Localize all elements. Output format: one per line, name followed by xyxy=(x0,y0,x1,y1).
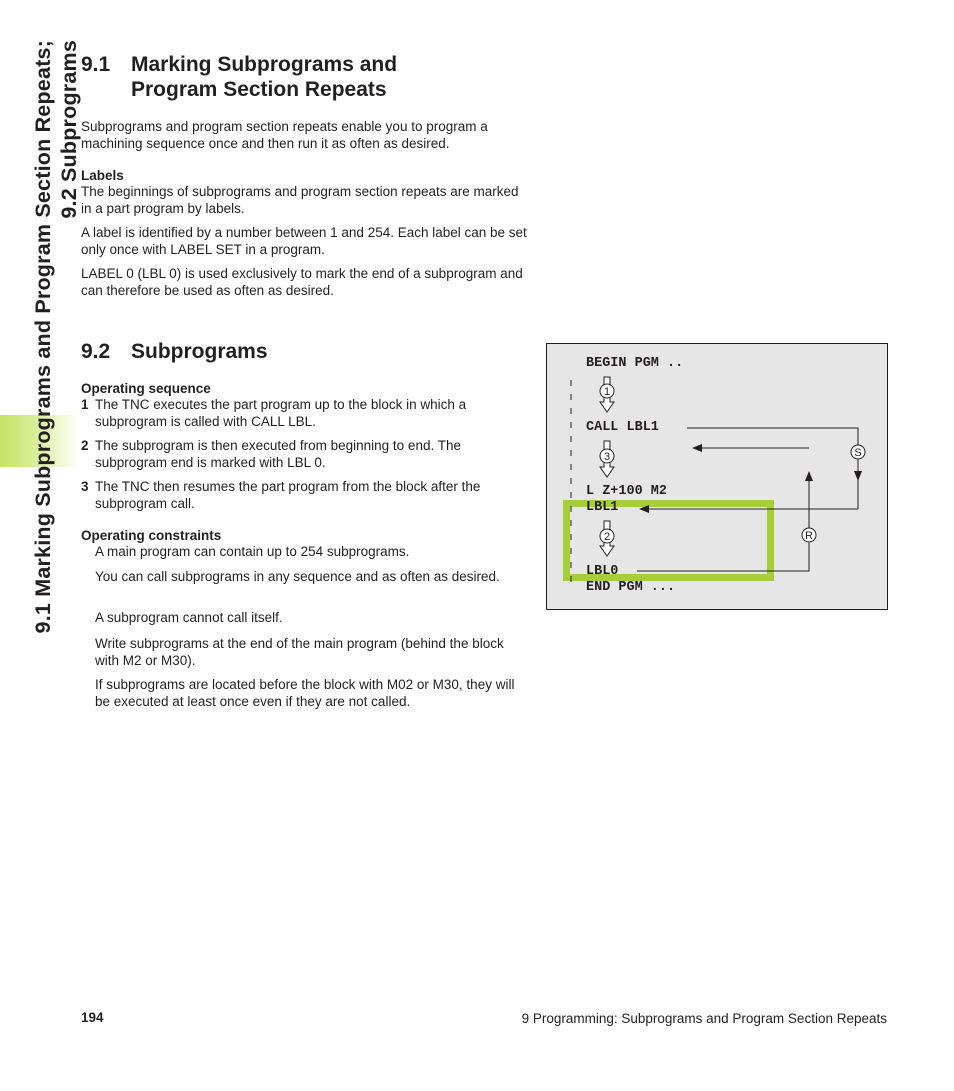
step-number: 1 xyxy=(81,397,89,412)
arrowhead-icon xyxy=(805,471,813,481)
sequence-step xyxy=(81,479,531,512)
section-title: Subprograms xyxy=(131,340,268,363)
labels-paragraph-3: LABEL 0 (LBL 0) is used exclusively to mark the end of a subprogram and can therefore be used as often as desired. xyxy=(81,266,523,298)
step-text: The subprogram is then executed from beginning to end. The subprogram end is marked with LBL 0. xyxy=(95,438,461,470)
footer-chapter-title: 9 Programming: Subprograms and Program Section Repeats xyxy=(521,1011,887,1026)
step-number: 2 xyxy=(81,438,89,453)
labels-paragraph-1: The beginnings of subprograms and program section repeats are marked in a part program by labels. xyxy=(81,184,519,216)
labels-paragraph-2: A label is identified by a number between 1 and 254. Each label can be set only once with LABEL SET in a program. xyxy=(81,225,527,257)
step-circle-1-label: 1 xyxy=(603,386,611,398)
labels-heading: Labels xyxy=(81,168,124,183)
marker-r-label: R xyxy=(805,530,813,542)
section-number: 9.1 xyxy=(81,53,111,76)
constraint-item: You can call subprograms in any sequence and as often as desired. xyxy=(95,569,500,584)
constraint-item: A subprogram cannot call itself. xyxy=(95,610,283,625)
operating-sequence-heading: Operating sequence xyxy=(81,381,211,396)
constraint-item: Write subprograms at the end of the main program (behind the block with M2 or M30). xyxy=(95,636,504,668)
step-circle-2-label: 2 xyxy=(603,531,611,543)
code-line-begin: BEGIN PGM .. xyxy=(586,356,684,371)
arrowhead-icon xyxy=(692,444,702,452)
side-title-line1: 9.1 Marking Subprograms and Program Section Repeats; xyxy=(31,40,55,634)
step-text: The TNC executes the part program up to the block in which a subprogram is called with CALL LBL. xyxy=(95,397,467,429)
step-circle-3-label: 3 xyxy=(603,451,611,463)
return-arrow-line xyxy=(637,542,809,571)
step-text: The TNC then resumes the part program from the block after the subprogram call. xyxy=(95,479,481,511)
step-number: 3 xyxy=(81,479,89,494)
section-title-line1: Marking Subprograms and xyxy=(131,53,398,76)
side-title-line2: 9.2 Subprograms xyxy=(57,40,81,219)
constraint-item: If subprograms are located before the block with M02 or M30, they will be executed at least once even if they are not called. xyxy=(95,677,515,709)
operating-constraints-heading: Operating constraints xyxy=(81,528,222,543)
constraint-item: A main program can contain up to 254 subprograms. xyxy=(95,544,410,559)
section-title-line2: Program Section Repeats xyxy=(131,78,387,101)
sequence-step xyxy=(81,397,531,430)
code-line-lbl0: LBL0 xyxy=(586,564,619,579)
arrowhead-icon xyxy=(854,471,862,481)
section-number: 9.2 xyxy=(81,340,111,363)
page-number: 194 xyxy=(81,1010,104,1025)
code-line-move: L Z+100 M2 xyxy=(586,484,668,499)
section-9-1-heading xyxy=(81,52,397,102)
intro-paragraph: Subprograms and program section repeats enable you to program a machining sequence once and then run it as often as desired. xyxy=(81,119,488,151)
section-9-2-heading xyxy=(81,339,268,364)
subprogram-flow-diagram xyxy=(546,343,888,610)
code-line-lbl1: LBL1 xyxy=(586,500,619,515)
sequence-step xyxy=(81,438,531,471)
call-arrow-line xyxy=(687,428,858,445)
code-line-end: END PGM ... xyxy=(586,580,676,595)
code-line-call: CALL LBL1 xyxy=(586,420,659,435)
marker-s-label: S xyxy=(854,447,862,459)
